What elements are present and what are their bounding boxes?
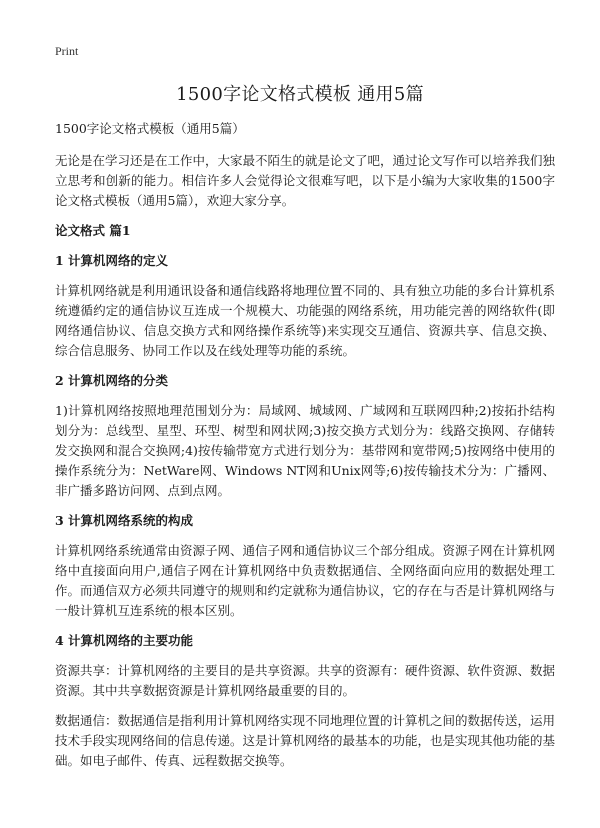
page-title: 1500字论文格式模板 通用5篇 (176, 84, 424, 105)
paragraph-resource-sharing: 资源共享：计算机网络的主要目的是共享资源。共享的资源有：硬件资源、软件资源、数据资源。其中共享数据资源是计算机网络最重要的目的。 (55, 663, 556, 698)
print-link[interactable]: Print (55, 44, 79, 58)
paragraph-classification: 1)计算机网络按照地理范围划分为：局域网、城域网、广域网和互联网四种;2)按拓扑结构划分为：总线型、星型、环型、树型和网状网;3)按交换方式划分为：线路交换网、存储转发交换网和混合交换网;4)按传输带宽方式进行划分为：基带网和宽带网;5)按网络中使用的操作系统分为：NetWare网、Windows NT网和Unix网等;6)按传输技术分为：广播网、非广播多路访问网、点到点网。 (55, 403, 555, 498)
document-body (55, 119, 555, 781)
paragraph-data-communication: 数据通信：数据通信是指利用计算机网络实现不同地理位置的计算机之间的数据传送，运用技术手段实现网络间的信息传递。这是计算机网络的最基本的功能，也是实现其他功能的基础。如电子邮件、传真、远程数据交换等。 (55, 713, 556, 768)
section-heading: 论文格式 篇1 (55, 223, 131, 238)
subsection-heading-classification: 2 计算机网络的分类 (55, 373, 169, 388)
intro-paragraph: 无论是在学习还是在工作中，大家最不陌生的就是论文了吧，通过论文写作可以培养我们独立思考和创新的能力。相信许多人会觉得论文很难写吧，以下是小编为大家收集的1500字论文格式模板（通用5篇），欢迎大家分享。 (55, 153, 556, 208)
subsection-heading-definition: 1 计算机网络的定义 (55, 253, 169, 268)
document-subtitle: 1500字论文格式模板（通用5篇） (55, 121, 245, 136)
paragraph-definition: 计算机网络就是利用通讯设备和通信线路将地理位置不同的、具有独立功能的多台计算机系统遵循约定的通信协议互连成一个规模大、功能强的网络系统，用功能完善的网络软件(即网络通信协议、信息交换方式和网络操作系统等)来实现交互通信、资源共享、信息交换、综合信息服务、协同工作以及在线处理等功能的系统。 (55, 283, 556, 358)
paragraph-structure: 计算机网络系统通常由资源子网、通信子网和通信协议三个部分组成。资源子网在计算机网络中直接面向用户,通信子网在计算机网络中负责数据通信、全网络面向应用的数据处理工作。而通信双方必须共同遵守的规则和约定就称为通信协议，它的存在与否是计算机网络与一般计算机互连系统的根本区别。 (55, 543, 556, 618)
subsection-heading-functions: 4 计算机网络的主要功能 (55, 633, 194, 648)
subsection-heading-structure: 3 计算机网络系统的构成 (55, 513, 194, 528)
